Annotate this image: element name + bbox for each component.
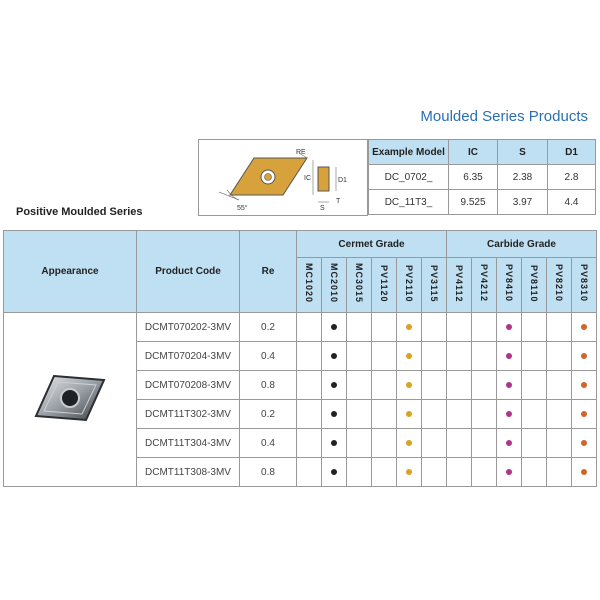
insert-side-view: [318, 167, 329, 191]
grade-cell-pv2110: [397, 371, 422, 400]
grade-label: PV8410: [504, 264, 514, 303]
grade-cell-pv4112: [447, 371, 472, 400]
grade-cell-pv3115: [422, 429, 447, 458]
availability-dot-icon: [406, 440, 412, 446]
t-label: T: [336, 198, 341, 205]
section-title: Positive Moulded Series: [16, 206, 143, 218]
grade-cell-pv2110: [397, 400, 422, 429]
grade-cell-pv3115: [422, 400, 447, 429]
insert-photo-icon: [30, 368, 110, 428]
appearance-cell: [4, 313, 137, 487]
insert-diagram: [198, 139, 368, 216]
grade-cell-pv8310: [572, 342, 597, 371]
grade-cell-pv4112: [447, 313, 472, 342]
insert-hole-inner: [265, 174, 272, 181]
grade-header-pv8210: [547, 258, 572, 313]
grade-cell-pv1120: [372, 313, 397, 342]
grade-cell-mc1020: [297, 458, 322, 487]
grade-cell-pv1120: [372, 342, 397, 371]
grade-cell-mc2010: [322, 458, 347, 487]
grade-cell-mc1020: [297, 429, 322, 458]
grade-cell-pv8410: [497, 429, 522, 458]
grade-cell-pv1120: [372, 458, 397, 487]
grade-cell-pv8310: [572, 429, 597, 458]
grade-cell-pv8110: [522, 342, 547, 371]
grade-cell-pv1120: [372, 429, 397, 458]
availability-dot-icon: [331, 353, 337, 359]
example-header-row: [369, 140, 596, 165]
re-cell: 0.8: [240, 371, 297, 400]
product-table: [3, 230, 597, 487]
availability-dot-icon: [506, 324, 512, 330]
availability-dot-icon: [581, 411, 587, 417]
availability-dot-icon: [406, 411, 412, 417]
example-model-table: [368, 139, 596, 215]
grade-cell-pv4112: [447, 400, 472, 429]
example-row: [369, 190, 596, 215]
product-code-cell: DCMT070208-3MV: [137, 371, 240, 400]
example-cell: 3.97: [498, 190, 548, 215]
availability-dot-icon: [331, 324, 337, 330]
grade-cell-pv8410: [497, 371, 522, 400]
product-code-cell: DCMT11T308-3MV: [137, 458, 240, 487]
grade-cell-mc1020: [297, 371, 322, 400]
grade-cell-pv2110: [397, 429, 422, 458]
grade-cell-pv1120: [372, 400, 397, 429]
header-carbide-grade: Carbide Grade: [447, 231, 597, 258]
grade-cell-pv8410: [497, 458, 522, 487]
example-cell: DC_0702_: [369, 165, 449, 190]
grade-cell-pv8110: [522, 400, 547, 429]
grade-cell-pv4212: [472, 313, 497, 342]
re-cell: 0.2: [240, 313, 297, 342]
grade-header-mc2010: [322, 258, 347, 313]
grade-cell-pv2110: [397, 458, 422, 487]
ic-label: IC: [304, 175, 311, 182]
grade-cell-pv1120: [372, 371, 397, 400]
product-code-cell: DCMT11T304-3MV: [137, 429, 240, 458]
grade-cell-pv8110: [522, 313, 547, 342]
grade-header-pv1120: [372, 258, 397, 313]
grade-cell-pv8310: [572, 458, 597, 487]
grade-cell-pv2110: [397, 313, 422, 342]
availability-dot-icon: [406, 382, 412, 388]
availability-dot-icon: [406, 324, 412, 330]
grade-cell-pv4212: [472, 400, 497, 429]
grade-cell-mc2010: [322, 313, 347, 342]
grade-label: MC1020: [304, 263, 314, 304]
header-appearance: Appearance: [4, 231, 137, 313]
grade-cell-pv4212: [472, 342, 497, 371]
re-cell: 0.2: [240, 400, 297, 429]
header-product-code: Product Code: [137, 231, 240, 313]
grade-header-pv2110: [397, 258, 422, 313]
availability-dot-icon: [506, 440, 512, 446]
grade-cell-pv3115: [422, 371, 447, 400]
grade-cell-mc3015: [347, 371, 372, 400]
grade-cell-pv8410: [497, 313, 522, 342]
grade-cell-mc2010: [322, 371, 347, 400]
grade-cell-mc2010: [322, 400, 347, 429]
grade-label: MC2010: [329, 263, 339, 304]
s-label: S: [320, 205, 325, 212]
grade-cell-pv8210: [547, 429, 572, 458]
availability-dot-icon: [506, 353, 512, 359]
availability-dot-icon: [331, 411, 337, 417]
example-cell: DC_11T3_: [369, 190, 449, 215]
grade-header-pv4212: [472, 258, 497, 313]
header-re: Re: [240, 231, 297, 313]
example-cell: 6.35: [449, 165, 498, 190]
grade-label: MC3015: [354, 263, 364, 304]
product-code-cell: DCMT070202-3MV: [137, 313, 240, 342]
example-row: [369, 165, 596, 190]
re-cell: 0.4: [240, 342, 297, 371]
grade-cell-pv8310: [572, 400, 597, 429]
grade-cell-pv8110: [522, 458, 547, 487]
re-cell: 0.8: [240, 458, 297, 487]
example-header-d1: D1: [548, 140, 596, 165]
page-title: Moulded Series Products: [420, 108, 588, 125]
grade-cell-pv3115: [422, 342, 447, 371]
grade-cell-pv8210: [547, 313, 572, 342]
grade-cell-mc1020: [297, 342, 322, 371]
grade-header-pv4112: [447, 258, 472, 313]
example-cell: 4.4: [548, 190, 596, 215]
grade-label: PV8310: [579, 264, 589, 303]
grade-label: PV1120: [379, 264, 389, 303]
grade-label: PV8210: [554, 264, 564, 303]
re-cell: 0.4: [240, 429, 297, 458]
availability-dot-icon: [581, 469, 587, 475]
availability-dot-icon: [331, 440, 337, 446]
grade-header-pv8110: [522, 258, 547, 313]
grade-cell-pv8310: [572, 371, 597, 400]
availability-dot-icon: [581, 324, 587, 330]
d1-label: D1: [338, 177, 347, 184]
availability-dot-icon: [506, 411, 512, 417]
grade-cell-mc2010: [322, 342, 347, 371]
product-code-cell: DCMT070204-3MV: [137, 342, 240, 371]
grade-header-pv3115: [422, 258, 447, 313]
group-header-row: [4, 231, 597, 258]
angle-label: 55°: [237, 205, 248, 212]
grade-label: PV4112: [454, 264, 464, 303]
grade-cell-mc1020: [297, 313, 322, 342]
availability-dot-icon: [581, 353, 587, 359]
grade-header-mc3015: [347, 258, 372, 313]
example-header-ic: IC: [449, 140, 498, 165]
grade-cell-mc3015: [347, 342, 372, 371]
grade-cell-pv4212: [472, 429, 497, 458]
grade-cell-mc2010: [322, 429, 347, 458]
grade-cell-pv4212: [472, 458, 497, 487]
grade-cell-pv8410: [497, 342, 522, 371]
grade-cell-pv4112: [447, 458, 472, 487]
grade-cell-pv3115: [422, 313, 447, 342]
example-header-s: S: [498, 140, 548, 165]
grade-cell-pv3115: [422, 458, 447, 487]
grade-cell-mc3015: [347, 458, 372, 487]
grade-cell-mc3015: [347, 400, 372, 429]
grade-label: PV3115: [429, 264, 439, 303]
table-row: [4, 313, 597, 342]
grade-cell-pv4112: [447, 342, 472, 371]
availability-dot-icon: [331, 469, 337, 475]
availability-dot-icon: [406, 353, 412, 359]
example-header-model: Example Model: [369, 140, 449, 165]
grade-cell-pv2110: [397, 342, 422, 371]
grade-cell-pv8210: [547, 342, 572, 371]
grade-cell-mc3015: [347, 313, 372, 342]
grade-label: PV4212: [479, 264, 489, 303]
product-code-cell: DCMT11T302-3MV: [137, 400, 240, 429]
header-cermet-grade: Cermet Grade: [297, 231, 447, 258]
example-cell: 2.8: [548, 165, 596, 190]
grade-cell-pv8310: [572, 313, 597, 342]
grade-header-pv8310: [572, 258, 597, 313]
availability-dot-icon: [581, 440, 587, 446]
grade-cell-pv4212: [472, 371, 497, 400]
grade-cell-pv4112: [447, 429, 472, 458]
grade-header-pv8410: [497, 258, 522, 313]
grade-cell-pv8210: [547, 400, 572, 429]
re-label: RE: [296, 149, 306, 156]
grade-cell-pv8210: [547, 458, 572, 487]
grade-label: PV8110: [529, 264, 539, 303]
example-cell: 9.525: [449, 190, 498, 215]
grade-header-mc1020: [297, 258, 322, 313]
grade-cell-pv8210: [547, 371, 572, 400]
grade-cell-pv8110: [522, 429, 547, 458]
availability-dot-icon: [506, 382, 512, 388]
example-cell: 2.38: [498, 165, 548, 190]
availability-dot-icon: [581, 382, 587, 388]
availability-dot-icon: [331, 382, 337, 388]
grade-cell-pv8410: [497, 400, 522, 429]
availability-dot-icon: [406, 469, 412, 475]
grade-label: PV2110: [404, 264, 414, 303]
availability-dot-icon: [506, 469, 512, 475]
grade-cell-pv8110: [522, 371, 547, 400]
grade-cell-mc1020: [297, 400, 322, 429]
grade-cell-mc3015: [347, 429, 372, 458]
insert-dimension-drawing: [199, 140, 369, 217]
